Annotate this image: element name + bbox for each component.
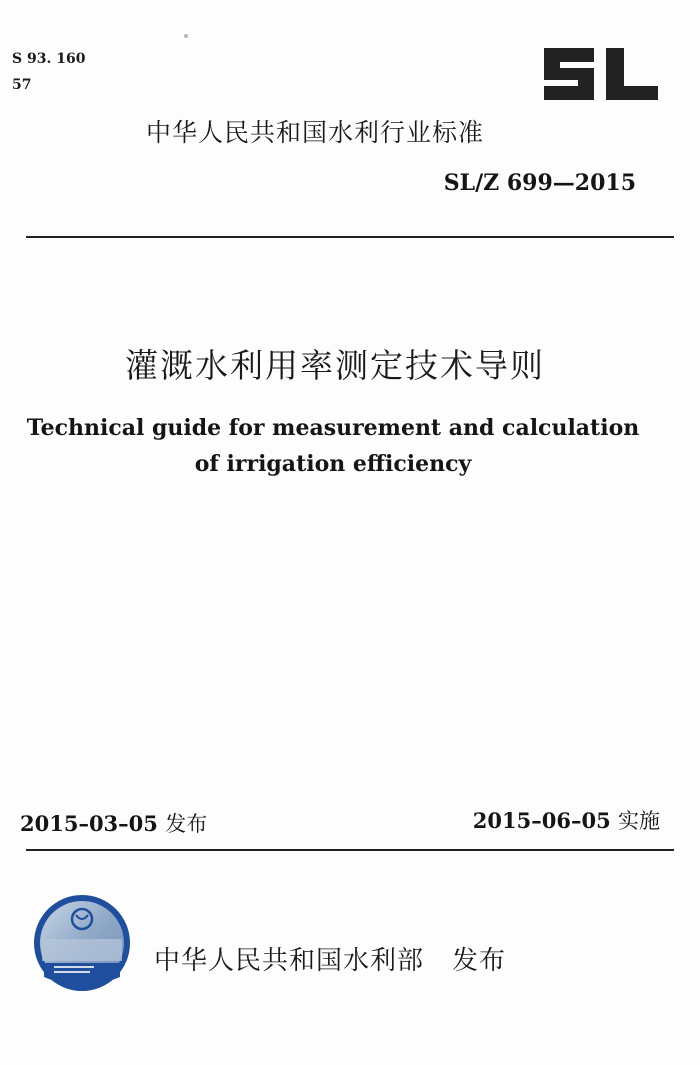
implementation-date [473,805,660,835]
scan-speck [184,34,188,38]
top-divider [26,236,674,238]
classification-codes [12,46,85,98]
issue-label: 发布 [165,812,208,836]
ics-code: S 93. 160 [12,51,86,67]
implementation-date-value: 2015–06–05 [472,808,611,833]
sl-logo [540,42,662,106]
seal-graphic [32,893,132,993]
standard-number: SL/Z 699—2015 [443,170,636,196]
publisher-name: 中华人民共和国水利部 [154,946,425,976]
publisher [154,940,506,977]
publish-label: 发布 [452,946,507,976]
issue-date-value: 2015–03–05 [20,811,158,836]
title-english-line-2: of irrigation efficiency [194,451,472,477]
title-english-line-1: Technical guide for measurement and calculation [26,415,640,441]
sl-logo-graphic [540,42,662,106]
issue-date [20,808,207,838]
anti-counterfeit-seal-icon [32,893,132,993]
ccs-code: 57 [12,77,32,93]
implementation-label: 实施 [618,809,660,833]
title-english [0,410,666,482]
issuer-name: 中华人民共和国水利行业标准 [146,118,485,147]
title-chinese: 灌溉水利用率测定技术导则 [125,346,545,385]
bottom-divider [26,849,674,851]
